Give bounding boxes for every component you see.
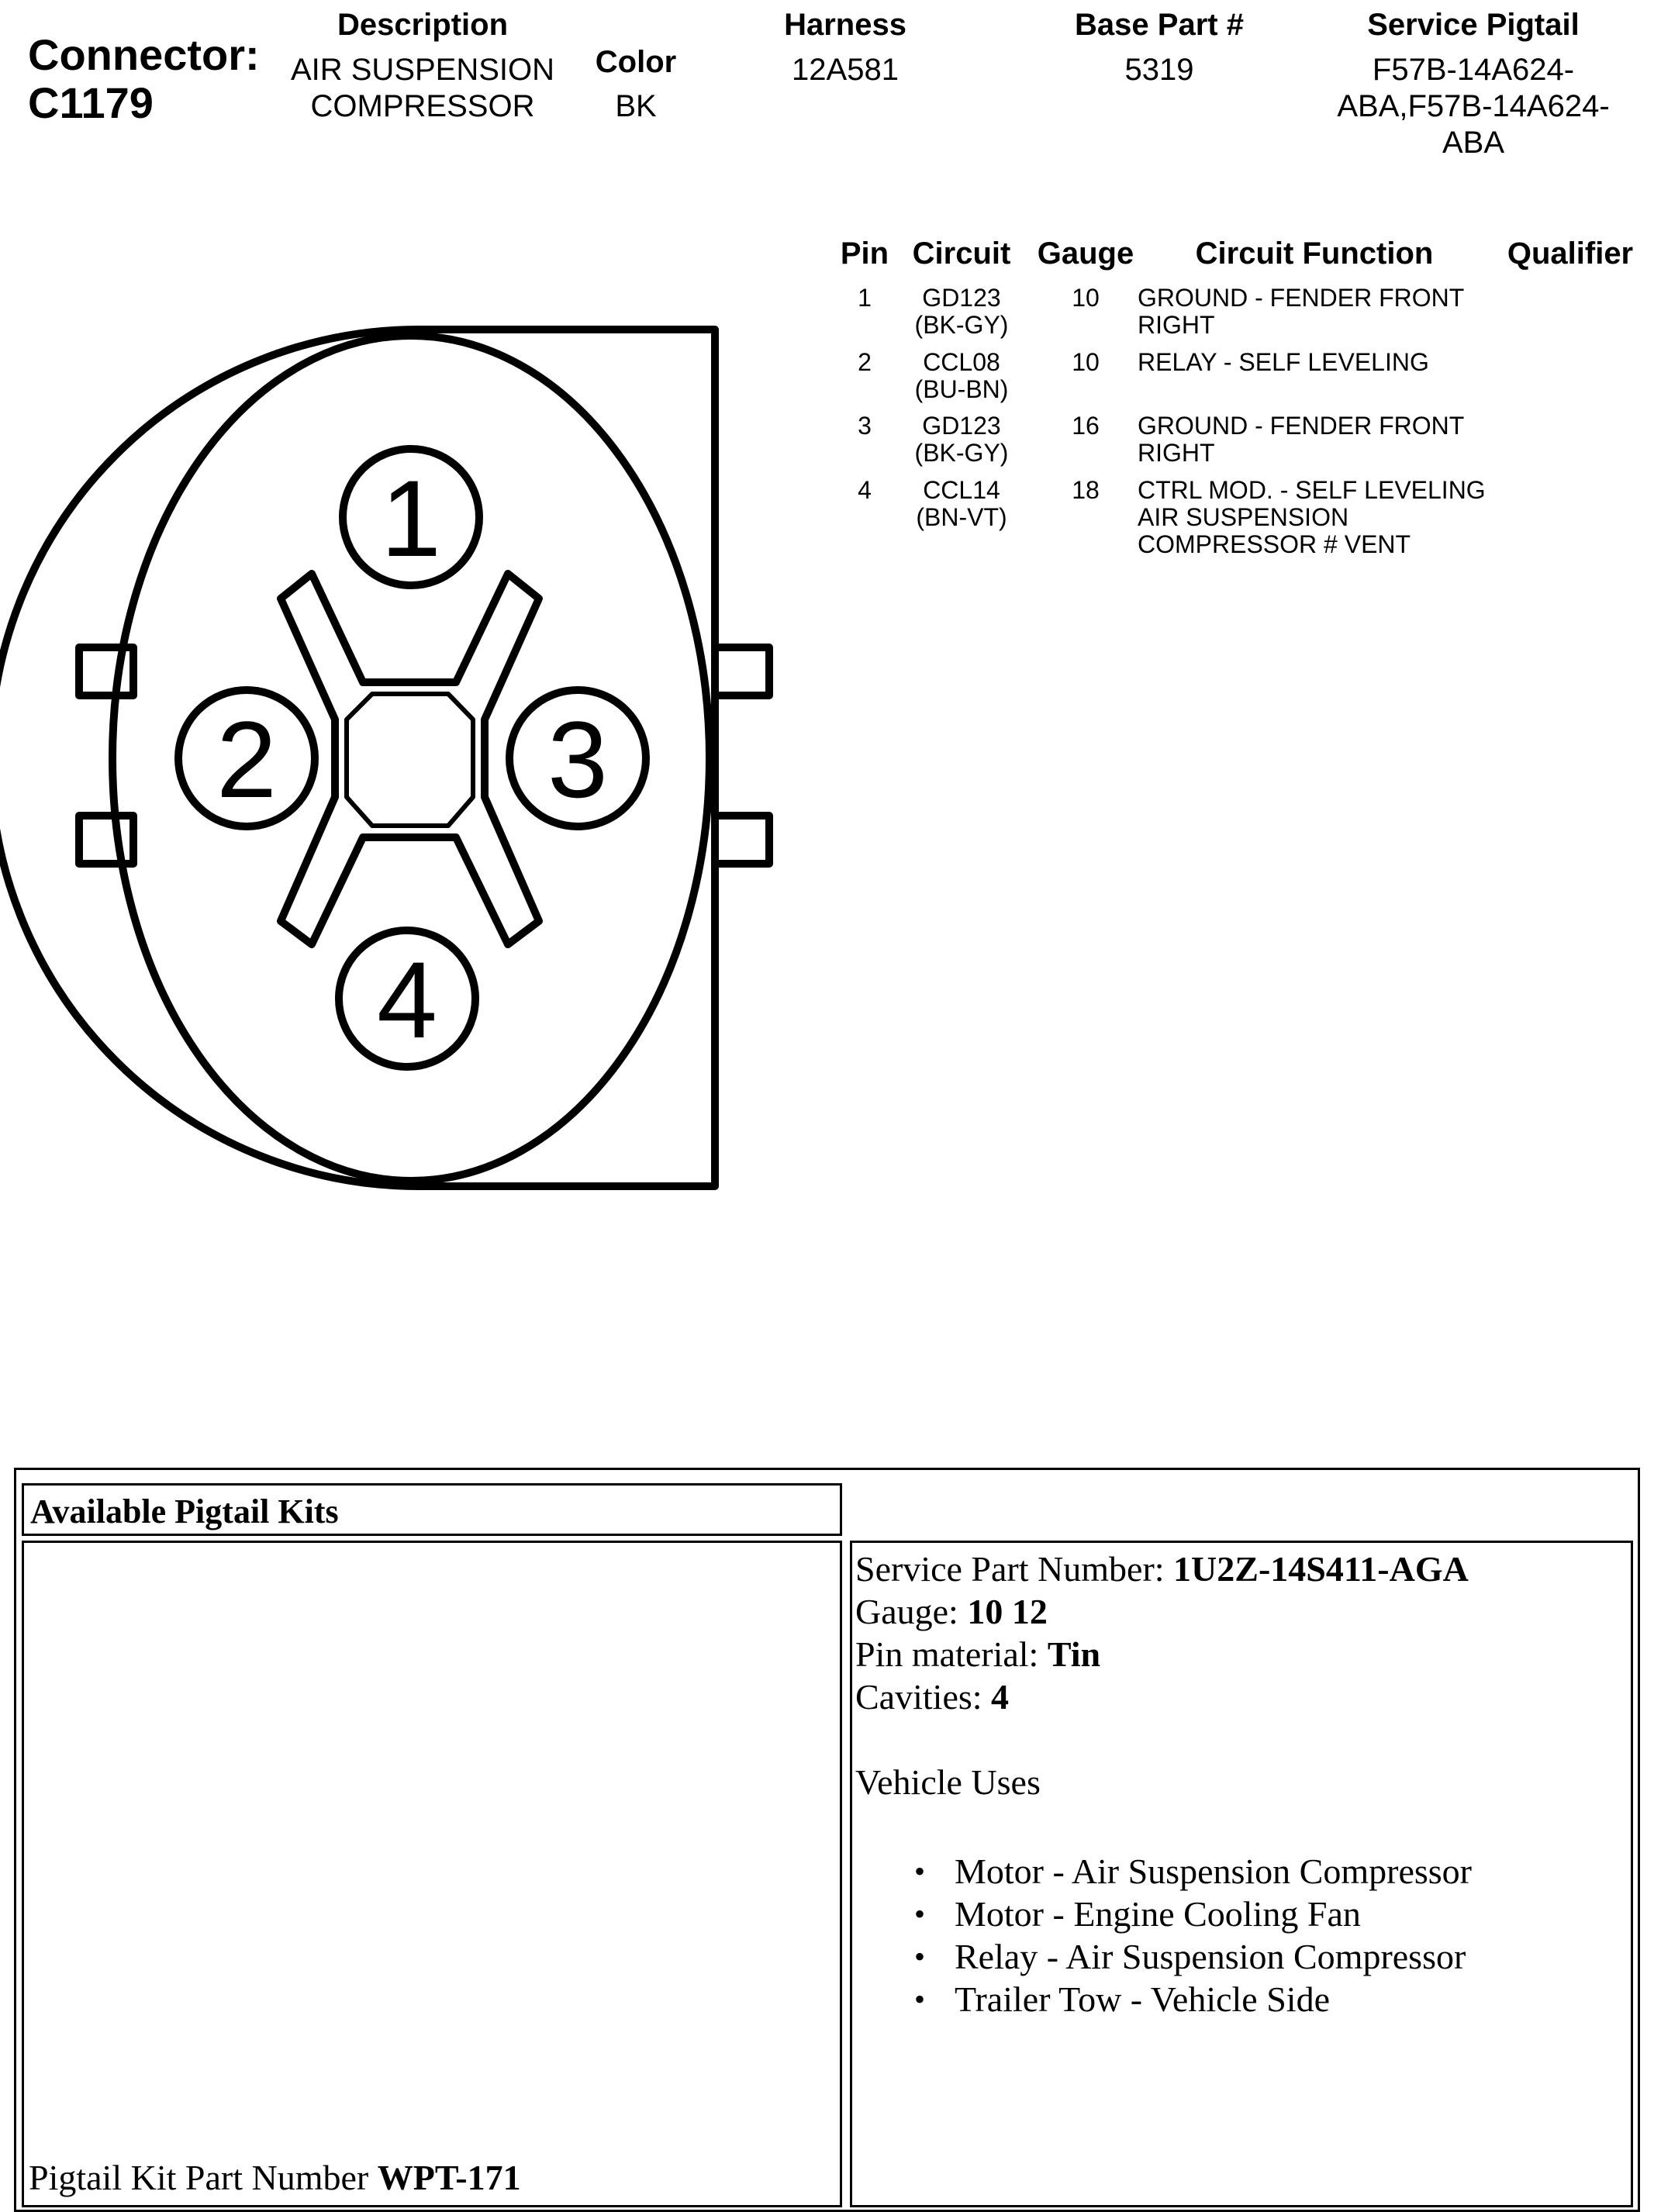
service-pigtail-label: Service Pigtail — [1367, 8, 1580, 42]
circuit-code: CCL08 — [923, 348, 1000, 376]
function-cell — [1138, 412, 1510, 467]
circuit-color: (BK-GY) — [914, 311, 1009, 339]
center-key — [281, 574, 539, 944]
pigtail-kits-title: Available Pigtail Kits — [30, 1492, 339, 1530]
connector-id: C1179 — [28, 78, 154, 127]
function-line: RIGHT — [1138, 439, 1215, 467]
pigtail-kits-title-cell — [22, 1483, 842, 1536]
center-key-inner — [347, 694, 473, 826]
function-line: COMPRESSOR # VENT — [1138, 530, 1411, 558]
color-value: BK — [615, 89, 657, 123]
pigtail-kit-left-cell — [22, 1541, 842, 2207]
pin-label-4: 4 — [377, 939, 437, 1061]
pin-header: Pin — [840, 236, 889, 271]
description-line: COMPRESSOR — [310, 89, 535, 123]
circuit-cell — [900, 477, 1024, 531]
circuit-code: GD123 — [922, 412, 1001, 440]
pin-table — [830, 236, 1652, 562]
function-line: RIGHT — [1138, 311, 1215, 339]
harness-label: Harness — [784, 8, 906, 42]
function-line: RELAY - SELF LEVELING — [1138, 348, 1429, 376]
pin-number: 2 — [858, 348, 872, 376]
vehicle-uses-label: Vehicle Uses — [855, 1762, 1041, 1802]
function-line: GROUND - FENDER FRONT — [1138, 412, 1465, 440]
gauge-line — [855, 1590, 1472, 1633]
gauge-header: Gauge — [1037, 236, 1134, 271]
service-pigtail-line: ABA,F57B-14A624- — [1337, 89, 1610, 123]
pin-material-value: Tin — [1047, 1634, 1101, 1674]
circuit-color: (BK-GY) — [914, 439, 1009, 467]
circuit-cell — [900, 349, 1024, 403]
list-item: • Motor - Air Suspension Compressor — [914, 1850, 1472, 1893]
function-line: GROUND - FENDER FRONT — [1138, 284, 1465, 312]
gauge-cell: 10 — [1072, 284, 1100, 312]
latch-tab-right-bottom — [715, 816, 769, 864]
pin-number: 1 — [858, 284, 872, 312]
service-part-label: Service Part Number: — [855, 1549, 1165, 1589]
description-line: AIR SUSPENSION — [290, 53, 555, 87]
function-line: AIR SUSPENSION — [1138, 503, 1349, 531]
latch-tab-right-top — [715, 647, 769, 695]
description-value — [268, 52, 578, 125]
circuit-function-header: Circuit Function — [1195, 236, 1434, 271]
circuit-color: (BN-VT) — [916, 503, 1007, 531]
cavities-value: 4 — [991, 1677, 1010, 1717]
service-pigtail-value — [1303, 52, 1644, 161]
pigtail-kit-part-label: Pigtail Kit Part Number — [29, 2158, 369, 2197]
description-label: Description — [337, 8, 509, 42]
qualifier-header: Qualifier — [1507, 236, 1634, 271]
pigtail-kit-details — [855, 1548, 1472, 2020]
pin-material-label: Pin material: — [855, 1634, 1039, 1674]
base-part-value: 5319 — [1124, 53, 1194, 87]
list-item: • Relay - Air Suspension Compressor — [914, 1935, 1472, 1978]
pin-number: 3 — [858, 412, 872, 440]
service-pigtail-line: ABA — [1442, 126, 1505, 160]
circuit-code: GD123 — [922, 284, 1001, 312]
circuit-cell — [900, 285, 1024, 339]
function-cell — [1138, 349, 1510, 376]
connector-label: Connector: — [28, 30, 260, 79]
color-label: Color — [595, 45, 677, 79]
circuit-cell — [900, 412, 1024, 467]
service-pigtail-line: F57B-14A624- — [1372, 53, 1575, 87]
gauge-cell: 18 — [1072, 476, 1100, 504]
pigtail-kit-part-number — [29, 2156, 521, 2199]
pin-label-3: 3 — [547, 699, 608, 820]
pigtail-kit-part-value: WPT-171 — [377, 2158, 521, 2197]
list-item: • Motor - Engine Cooling Fan — [914, 1893, 1472, 1935]
pin-material-line — [855, 1633, 1472, 1675]
gauge-cell: 10 — [1072, 348, 1100, 376]
connector-face-diagram — [0, 295, 822, 1225]
base-part-label: Base Part # — [1075, 8, 1244, 42]
circuit-header: Circuit — [912, 236, 1011, 271]
circuit-color: (BU-BN) — [914, 375, 1009, 403]
list-item: • Trailer Tow - Vehicle Side — [914, 1978, 1472, 2020]
gauge-cell: 16 — [1072, 412, 1100, 440]
latch-tab-left-bottom — [79, 816, 133, 864]
circuit-code: CCL14 — [923, 476, 1000, 504]
harness-value: 12A581 — [792, 53, 899, 87]
pin-label-1: 1 — [381, 457, 441, 579]
connector-heading — [28, 31, 276, 127]
cavities-label: Cavities: — [855, 1677, 982, 1717]
pin-number: 4 — [858, 476, 872, 504]
gauge-value: 10 12 — [967, 1592, 1048, 1631]
pigtail-kit-details-cell — [850, 1541, 1633, 2207]
service-part-number — [855, 1548, 1472, 1590]
function-cell — [1138, 477, 1510, 558]
function-cell — [1138, 285, 1510, 339]
pin-label-2: 2 — [216, 699, 277, 820]
gauge-label: Gauge: — [855, 1592, 958, 1631]
cavities-line — [855, 1675, 1472, 1718]
vehicle-uses-list — [914, 1850, 1472, 2020]
function-line: CTRL MOD. - SELF LEVELING — [1138, 476, 1486, 504]
service-part-value: 1U2Z-14S411-AGA — [1173, 1549, 1469, 1589]
